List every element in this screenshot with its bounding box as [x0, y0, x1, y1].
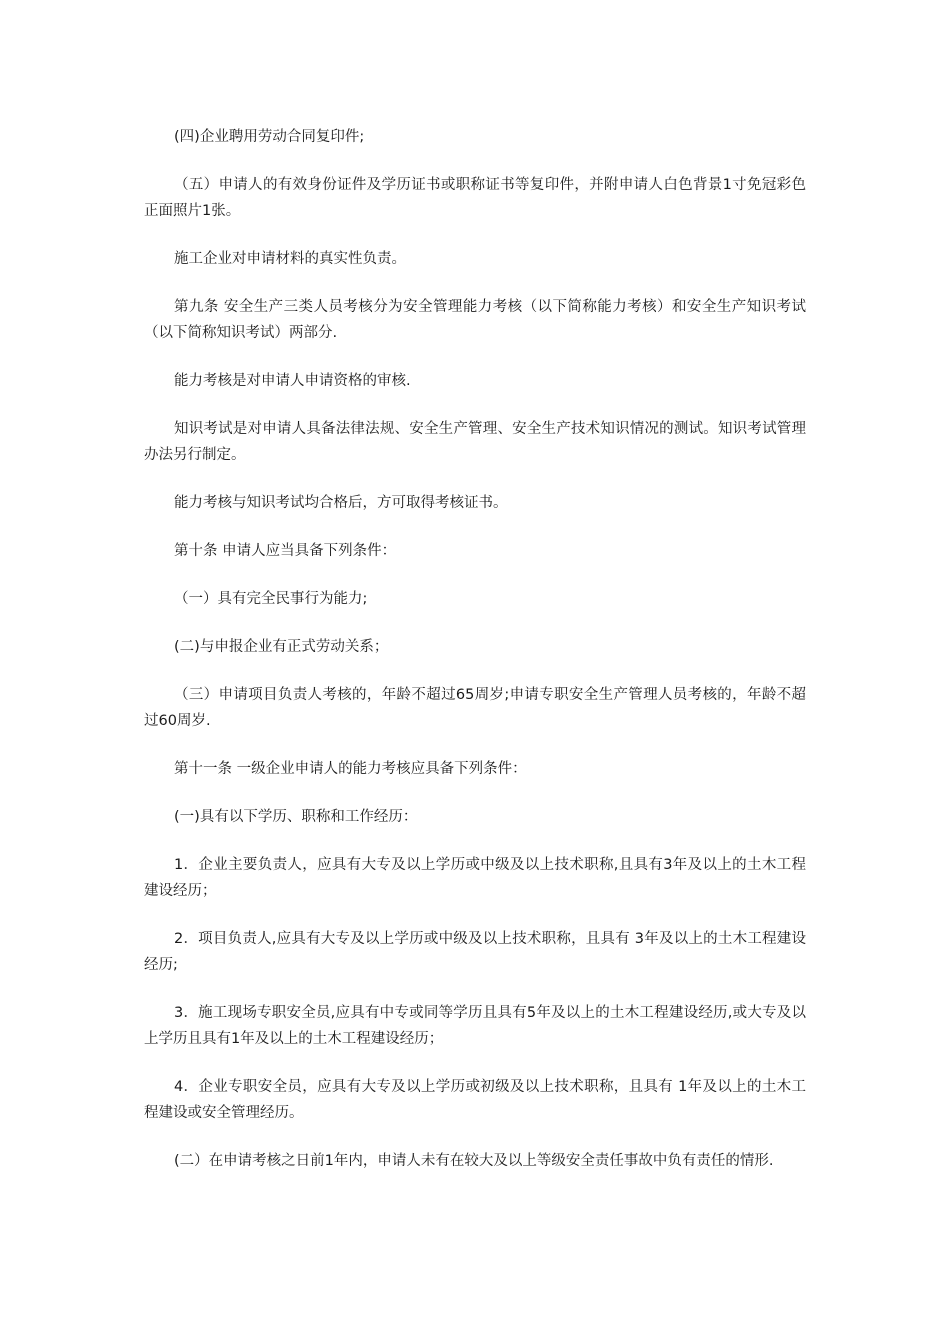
- paragraph-condition-3: （三）申请项目负责人考核的，年龄不超过65周岁;申请专职安全生产管理人员考核的，年龄不超过60周岁.: [144, 687, 806, 729]
- paragraph-authenticity: 施工企业对申请材料的真实性负责。: [174, 251, 406, 267]
- paragraph-requirement-3: 3．施工现场专职安全员,应具有中专或同等学历且具有5年及以上的土木工程建设经历,或大专及以上学历且具有1年及以上的土木工程建设经历；: [144, 1005, 806, 1047]
- paragraph-knowledge-exam: 知识考试是对申请人具备法律法规、安全生产管理、安全生产技术知识情况的测试。知识考试管理办法另行制定。: [144, 421, 806, 463]
- paragraph-no-accident: (二）在申请考核之日前1年内，申请人未有在较大及以上等级安全责任事故中负有责任的情形.: [174, 1153, 774, 1169]
- paragraph-ability-assessment: 能力考核是对申请人申请资格的审核.: [174, 373, 411, 389]
- paragraph-item-5-id-documents: （五）申请人的有效身份证件及学历证书或职称证书等复印件，并附申请人白色背景1寸免冠彩色正面照片1张。: [144, 177, 806, 219]
- paragraph-item-4-copy-contract: (四)企业聘用劳动合同复印件;: [174, 129, 365, 145]
- paragraph-condition-2: (二)与申报企业有正式劳动关系；: [174, 639, 389, 655]
- paragraph-article-11: 第十一条 一级企业申请人的能力考核应具备下列条件：: [174, 761, 527, 777]
- paragraph-condition-1: （一）具有完全民事行为能力;: [174, 591, 368, 607]
- paragraph-certificate: 能力考核与知识考试均合格后，方可取得考核证书。: [174, 495, 508, 511]
- paragraph-article-10: 第十条 申请人应当具备下列条件：: [174, 543, 397, 559]
- document-body: [144, 124, 806, 1196]
- paragraph-requirement-2: 2．项目负责人,应具有大专及以上学历或中级及以上技术职称，且具有 3年及以上的土木工程建设经历;: [144, 931, 806, 973]
- paragraph-article-9: 第九条 安全生产三类人员考核分为安全管理能力考核（以下简称能力考核）和安全生产知识考试（以下简称知识考试）两部分.: [144, 299, 806, 341]
- paragraph-education-requirements: (一)具有以下学历、职称和工作经历：: [174, 809, 418, 825]
- paragraph-requirement-4: 4．企业专职安全员，应具有大专及以上学历或初级及以上技术职称，且具有 1年及以上的土木工程建设或安全管理经历。: [144, 1079, 806, 1121]
- paragraph-requirement-1: 1．企业主要负责人，应具有大专及以上学历或中级及以上技术职称,且具有3年及以上的土木工程建设经历；: [144, 857, 806, 899]
